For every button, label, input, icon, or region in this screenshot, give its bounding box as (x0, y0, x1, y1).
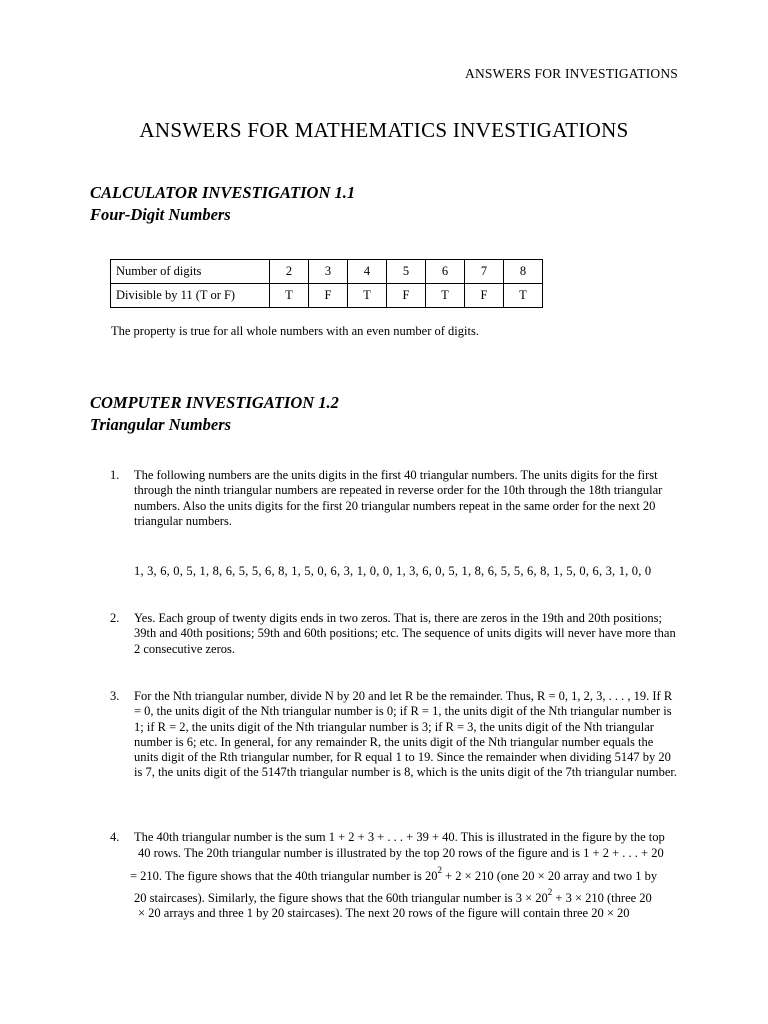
item-text-line: The 40th triangular number is the sum 1 + 2 + 3 + . . . + 39 + 40. This is illustrated in the figure by the top (134, 830, 665, 844)
table-cell: 3 (309, 260, 348, 284)
item-number: 3. (110, 689, 120, 703)
table-cell: F (309, 284, 348, 308)
table-row (111, 260, 543, 284)
answer-item-4 (110, 830, 680, 922)
table-row-label: Number of digits (111, 260, 270, 284)
text-run: + 2 × 210 (one 20 × 20 array and two 1 by (441, 869, 658, 883)
item-text (130, 830, 680, 922)
page-title: ANSWERS FOR MATHEMATICS INVESTIGATIONS (139, 118, 629, 142)
section-2-subheading: Triangular Numbers (90, 415, 232, 434)
table-cell: 8 (504, 260, 543, 284)
item-text: Yes. Each group of twenty digits ends in two zeros. That is, there are zeros in the 19th and 20th positions; 39th and 40th positions; 59th and 60th positions; etc. The sequence of units digits will never have more than 2 consecutive zeros. (134, 611, 676, 656)
superscript-exponent: 2 (547, 886, 553, 897)
section-2-heading: COMPUTER INVESTIGATION 1.2 (90, 393, 339, 412)
item-text: The following numbers are the units digits in the first 40 triangular numbers. The units digits for the first through the ninth triangular numbers are repeated in reverse order for the 10th through the 18th triangular numbers. Also the units digits for the first 20 triangular numbers repeat in the same order for the next 20 triangular numbers. (134, 468, 663, 528)
item-number: 1. (110, 468, 120, 482)
section-1-subheading: Four-Digit Numbers (90, 205, 231, 224)
table-cell: 7 (465, 260, 504, 284)
table-cell: 6 (426, 260, 465, 284)
section-2-heading-block (90, 392, 339, 436)
item-number: 4. (110, 830, 120, 844)
table-cell: T (426, 284, 465, 308)
item-text-line (130, 865, 680, 885)
item-text-line: 40 rows. The 20th triangular number is illustrated by the top 20 rows of the figure and is 1 + 2 + . . . + 20 (138, 845, 664, 860)
table-cell: T (504, 284, 543, 308)
answer-item-2 (110, 611, 680, 657)
text-run: 20 staircases). Similarly, the figure shows that the 60th triangular number is 3 × 20 (134, 890, 548, 905)
answer-item-3 (110, 689, 680, 781)
table-cell: T (270, 284, 309, 308)
divisibility-table (110, 259, 543, 308)
answer-item-1 (110, 468, 680, 529)
superscript-exponent: 2 (437, 865, 442, 875)
section-1-heading: CALCULATOR INVESTIGATION 1.1 (90, 183, 356, 202)
text-run: + 3 × 210 (three 20 (552, 890, 652, 905)
table-cell: T (348, 284, 387, 308)
property-note: The property is true for all whole numbers with an even number of digits. (111, 324, 479, 338)
item-text: For the Nth triangular number, divide N by 20 and let R be the remainder. Thus, R = 0, 1, 2, 3, . . . , 19. If R = 0, the units digit of the Nth triangular number is 0; if R = 1, the units digit of the Nth triangular number is 1; if R = 2, the units digit of the Nth triangular number is 3; if R = 3, the units digit of the Nth triangular number is 6; etc. In general, for any remainder R, the units digit of the Nth triangular number equals the units digit of the Rth triangular number, for R equal 1 to 19. Since the remainder when dividing 5147 by 20 is 7, the units digit of the 5147th triangular number is 8, which is the units digit of the 7th triangular number. (134, 689, 677, 780)
item-text-line: × 20 arrays and three 1 by 20 staircases). The next 20 rows of the figure will contain three 20 × 20 (138, 906, 630, 920)
section-1-heading-block (90, 182, 355, 226)
table-row-label: Divisible by 11 (T or F) (111, 284, 270, 308)
table-row (111, 284, 543, 308)
table-cell: F (465, 284, 504, 308)
text-run: = 210. The figure shows that the 40th triangular number is 20 (130, 869, 438, 883)
units-digit-sequence: 1, 3, 6, 0, 5, 1, 8, 6, 5, 5, 6, 8, 1, 5, 0, 6, 3, 1, 0, 0, 1, 3, 6, 0, 5, 1, 8, 6, 5, 5, 6, 8, 1, 5, 0, 6, 3, 1, 0, 0 (134, 564, 652, 578)
table-cell: 2 (270, 260, 309, 284)
item-number: 2. (110, 611, 120, 625)
table-cell: F (387, 284, 426, 308)
item-text-line (134, 886, 680, 907)
table-cell: 4 (348, 260, 387, 284)
table-cell: 5 (387, 260, 426, 284)
running-head: ANSWERS FOR INVESTIGATIONS (465, 66, 678, 81)
